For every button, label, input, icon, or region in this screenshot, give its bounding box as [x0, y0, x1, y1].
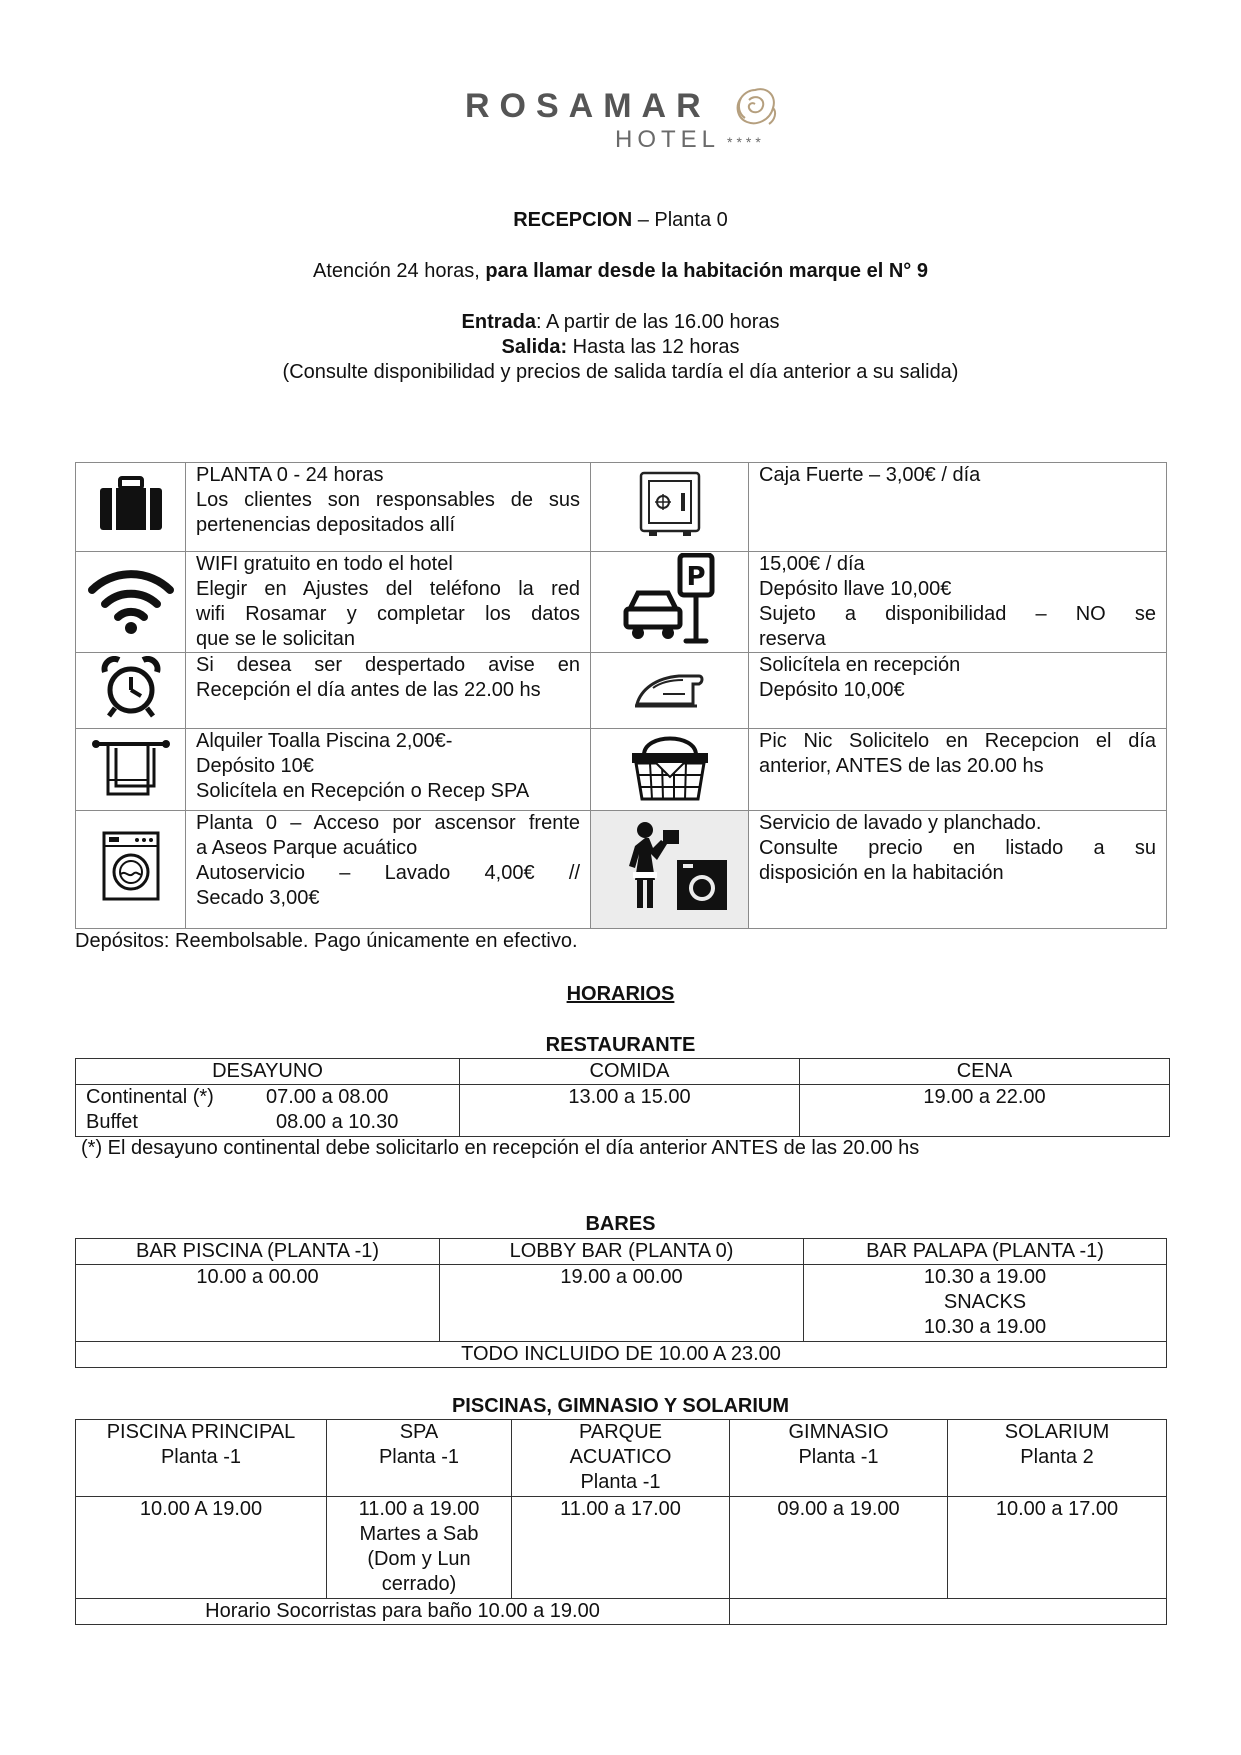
buffet-time: 08.00 a 10.30	[276, 1111, 399, 1133]
gym-name: GIMNASIO	[788, 1421, 889, 1443]
palapa-line: 10.30 a 19.00	[923, 1316, 1047, 1338]
picnic-line: anterior, ANTES de las 20.00 hs	[759, 755, 1044, 777]
spa-name: SPA	[399, 1421, 439, 1443]
luggage-line: pertenencias depositados allí	[196, 514, 456, 536]
iron-line: Depósito 10,00€	[759, 679, 905, 701]
water-park-name: ACUATICO	[569, 1446, 672, 1468]
header-lunch: COMIDA	[460, 1059, 800, 1085]
spa-hours-line: cerrado)	[381, 1573, 457, 1595]
solarium-floor: Planta 2	[1020, 1446, 1094, 1468]
parking-line: Depósito llave 10,00€	[759, 578, 952, 600]
logo-hotel-text: HOTEL	[615, 126, 721, 153]
wifi-line: Elegir en Ajustes del teléfono la red	[196, 578, 580, 600]
services-table	[75, 462, 1167, 929]
alarm-clock-icon	[101, 656, 161, 718]
spa-hours-line: 11.00 a 19.00	[358, 1498, 480, 1520]
solarium-name: SOLARIUM	[1004, 1421, 1110, 1443]
wakeup-line: Si desea ser despertado avise en	[196, 654, 580, 676]
attention-prefix: Atención 24 horas,	[313, 260, 486, 282]
washer-cell	[76, 811, 186, 929]
reception-title-line	[0, 208, 1241, 233]
luggage-line: PLANTA 0 - 24 horas	[196, 464, 384, 486]
towel-line: Alquiler Toalla Piscina 2,00€-	[196, 730, 453, 752]
buffet-label: Buffet	[86, 1111, 138, 1133]
checkin-line	[0, 310, 1241, 335]
header-palapa-bar: BAR PALAPA (PLANTA -1)	[804, 1239, 1167, 1265]
gym-floor: Planta -1	[798, 1446, 879, 1468]
dinner-hours: 19.00 a 22.00	[800, 1085, 1170, 1137]
pools-table	[75, 1419, 1167, 1625]
checkout-line	[0, 335, 1241, 360]
restaurant-hours-row	[76, 1085, 1170, 1137]
parking-cell	[591, 552, 749, 653]
laundry-service-icon	[605, 820, 735, 912]
laundry-self-line: Secado 3,00€	[196, 887, 320, 909]
towel-line: Solicítela en Recepción o Recep SPA	[196, 780, 530, 802]
picnic-text	[749, 729, 1167, 811]
lifeguard-row	[76, 1599, 1167, 1625]
wifi-cell	[76, 552, 186, 653]
parking-line: 15,00€ / día	[759, 553, 865, 575]
restaurant-title: RESTAURANTE	[545, 1034, 696, 1056]
all-inclusive-hours: TODO INCLUIDO DE 10.00 A 23.00	[76, 1342, 1167, 1368]
continental-label: Continental (*)	[86, 1086, 214, 1108]
towel-icon	[90, 734, 172, 798]
continental-time: 07.00 a 08.00	[266, 1086, 389, 1108]
checkin-value: : A partir de las 16.00 horas	[535, 311, 780, 333]
header-lobby-bar: LOBBY BAR (PLANTA 0)	[440, 1239, 804, 1265]
header-main-pool	[76, 1420, 327, 1497]
wifi-line: WIFI gratuito en todo el hotel	[196, 553, 453, 575]
bars-header-row	[76, 1239, 1167, 1265]
laundry-service-cell	[591, 811, 749, 929]
header-dinner: CENA	[800, 1059, 1170, 1085]
bars-title: BARES	[585, 1213, 656, 1235]
main-pool-floor: Planta -1	[160, 1446, 242, 1468]
picnic-basket-icon	[630, 729, 710, 803]
late-checkout-note: (Consulte disponibilidad y precios de salida tardía el día anterior a su salida)	[282, 361, 959, 383]
luggage-line: Los clientes son responsables de sus	[196, 489, 580, 511]
picnic-cell	[591, 729, 749, 811]
restaurant-header-row	[76, 1059, 1170, 1085]
spa-hours-line: Martes a Sab	[359, 1523, 479, 1545]
attention-dial-info: para llamar desde la habitación marque el N° 9	[485, 260, 928, 282]
breakfast-hours	[76, 1085, 460, 1137]
rose-icon	[727, 82, 783, 132]
safe-cell	[591, 463, 749, 552]
lifeguard-hours: Horario Socorristas para baño 10.00 a 19.00	[76, 1599, 730, 1625]
service-row	[76, 653, 1167, 729]
wifi-icon	[86, 564, 176, 634]
wakeup-text	[186, 653, 591, 729]
safe-text	[749, 463, 1167, 552]
spa-floor: Planta -1	[378, 1446, 460, 1468]
svg-text:P: P	[685, 561, 706, 592]
reception-attention	[0, 259, 1241, 284]
laundry-self-line: a Aseos Parque acuático	[196, 837, 418, 859]
towel-text	[186, 729, 591, 811]
restaurant-table	[75, 1058, 1170, 1137]
lobby-bar-hours: 19.00 a 00.00	[440, 1265, 804, 1342]
reception-floor: – Planta 0	[632, 209, 728, 231]
continental-note: (*) El desayuno continental debe solicitarlo en recepción el día anterior ANTES de las 20.00 hs	[81, 1137, 920, 1159]
hotel-logo	[465, 86, 795, 156]
iron-line: Solicítela en recepción	[759, 654, 961, 676]
bars-hours-row	[76, 1265, 1167, 1342]
parking-text	[749, 552, 1167, 653]
water-park-hours: 11.00 a 17.00	[512, 1497, 730, 1599]
washing-machine-icon	[101, 830, 161, 902]
water-park-floor: Planta -1	[580, 1471, 661, 1493]
gym-hours: 09.00 a 19.00	[730, 1497, 948, 1599]
solarium-hours: 10.00 a 17.00	[948, 1497, 1167, 1599]
service-row	[76, 463, 1167, 552]
service-row	[76, 729, 1167, 811]
laundry-service-line: Servicio de lavado y planchado.	[759, 812, 1042, 834]
deposits-note: Depósitos: Reembolsable. Pago únicamente en efectivo.	[75, 930, 578, 952]
header-gym	[730, 1420, 948, 1497]
water-park-name: PARQUE	[579, 1421, 662, 1443]
towel-cell	[76, 729, 186, 811]
pools-hours-row	[76, 1497, 1167, 1599]
palapa-line: 10.30 a 19.00	[923, 1266, 1047, 1288]
lifeguard-empty-cell	[730, 1599, 1167, 1625]
pools-header-row	[76, 1420, 1167, 1497]
laundry-self-line: Planta 0 – Acceso por ascensor frente	[196, 812, 580, 834]
laundry-self-line: Autoservicio – Lavado 4,00€ //	[196, 862, 580, 884]
safe-line: Caja Fuerte – 3,00€ / día	[759, 464, 981, 486]
horarios-title: HORARIOS	[566, 983, 675, 1005]
bars-table	[75, 1238, 1167, 1368]
spa-hours	[327, 1497, 512, 1599]
checkin-label: Entrada	[461, 311, 536, 333]
main-pool-name: PISCINA PRINCIPAL	[106, 1421, 296, 1443]
iron-text	[749, 653, 1167, 729]
laundry-self-text	[186, 811, 591, 929]
palapa-bar-hours	[804, 1265, 1167, 1342]
parking-icon	[622, 553, 718, 645]
checkout-value: Hasta las 12 horas	[567, 336, 740, 358]
header-breakfast: DESAYUNO	[76, 1059, 460, 1085]
header-pool-bar: BAR PISCINA (PLANTA -1)	[76, 1239, 440, 1265]
header-spa	[327, 1420, 512, 1497]
luggage-icon	[98, 476, 164, 532]
parking-line: Sujeto a disponibilidad – NO se	[759, 603, 1156, 625]
service-row	[76, 552, 1167, 653]
iron-icon	[633, 664, 707, 710]
all-inclusive-row	[76, 1342, 1167, 1368]
safe-icon	[637, 469, 703, 539]
laundry-service-line: Consulte precio en listado a su	[759, 837, 1156, 859]
lunch-hours: 13.00 a 15.00	[460, 1085, 800, 1137]
pool-bar-hours: 10.00 a 00.00	[76, 1265, 440, 1342]
logo-wordmark: ROSAMAR	[465, 87, 711, 125]
header-solarium	[948, 1420, 1167, 1497]
wifi-line: wifi Rosamar y completar los datos	[196, 603, 580, 625]
laundry-service-text	[749, 811, 1167, 929]
reception-title: RECEPCION	[513, 209, 633, 231]
header-water-park	[512, 1420, 730, 1497]
service-row	[76, 811, 1167, 929]
iron-cell	[591, 653, 749, 729]
parking-line: reserva	[759, 628, 826, 650]
luggage-text	[186, 463, 591, 552]
wifi-line: que se le solicitan	[196, 628, 355, 650]
laundry-service-line: disposición en la habitación	[759, 862, 1004, 884]
palapa-line: SNACKS	[943, 1291, 1027, 1313]
wakeup-line: Recepción el día antes de las 22.00 hs	[196, 679, 541, 701]
checkout-label: Salida:	[501, 336, 568, 358]
wifi-text	[186, 552, 591, 653]
spa-hours-line: (Dom y Lun	[367, 1548, 471, 1570]
main-pool-hours: 10.00 A 19.00	[76, 1497, 327, 1599]
picnic-line: Pic Nic Solicitelo en Recepcion el día	[759, 730, 1156, 752]
logo-stars: ****	[727, 134, 765, 150]
wakeup-cell	[76, 653, 186, 729]
pools-title: PISCINAS, GIMNASIO Y SOLARIUM	[451, 1395, 790, 1417]
towel-line: Depósito 10€	[196, 755, 314, 777]
luggage-cell	[76, 463, 186, 552]
